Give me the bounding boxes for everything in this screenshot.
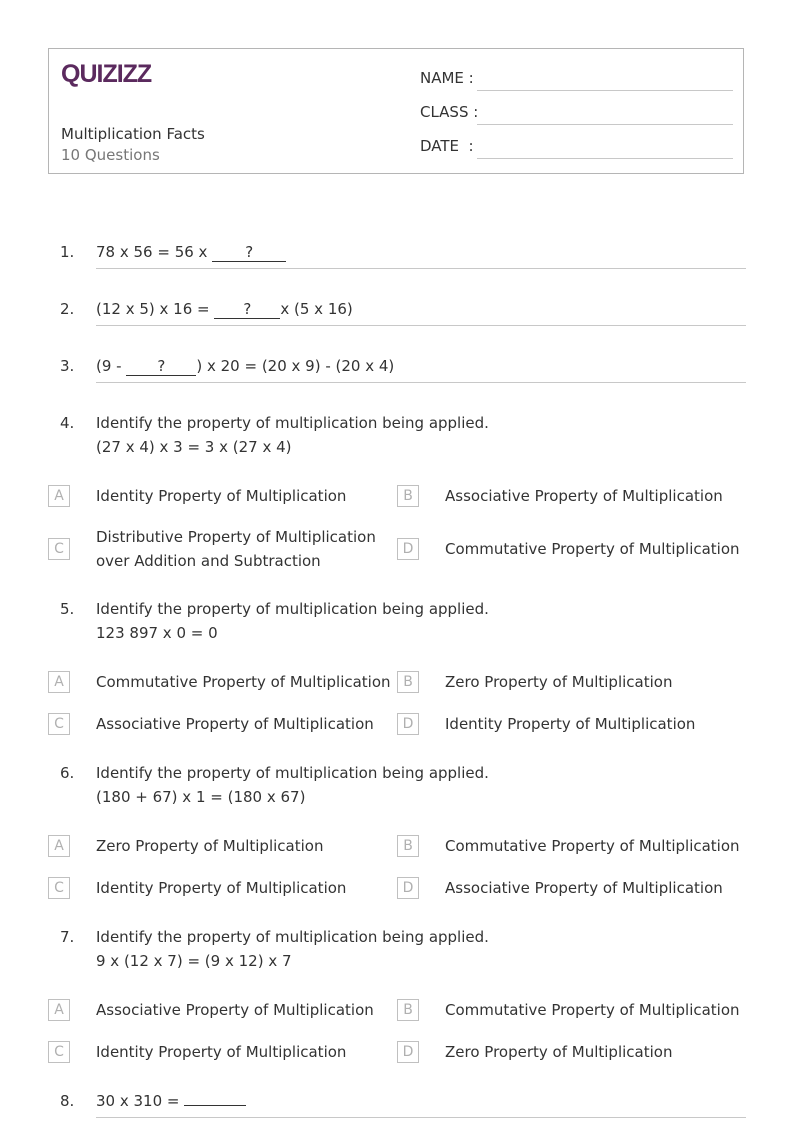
option-letter-box[interactable]: D — [397, 713, 419, 735]
question-text — [96, 761, 746, 809]
option-text: Associative Property of Multiplication — [96, 1001, 374, 1019]
question-prompt: Identify the property of multiplication being applied. — [96, 764, 489, 782]
option-text: Associative Property of Multiplication — [96, 715, 374, 733]
option-letter-box[interactable]: D — [397, 877, 419, 899]
date-label: DATE : — [420, 137, 474, 155]
question-text — [96, 925, 746, 973]
class-line[interactable] — [477, 124, 733, 125]
question-equation: (27 x 4) x 3 = 3 x (27 x 4) — [96, 438, 292, 456]
option-letter-box[interactable]: C — [48, 713, 70, 735]
question-equation: (180 + 67) x 1 = (180 x 67) — [96, 788, 306, 806]
question-text — [96, 1089, 746, 1113]
question-prompt: Identify the property of multiplication being applied. — [96, 928, 489, 946]
date-field[interactable] — [420, 137, 733, 159]
question-number: 7. — [60, 928, 75, 946]
option-letter-box[interactable]: D — [397, 538, 419, 560]
option-letter-box[interactable]: C — [48, 1041, 70, 1063]
question-post: ) x 20 = (20 x 9) - (20 x 4) — [196, 357, 395, 375]
question-post: x (5 x 16) — [280, 300, 353, 318]
option-text: Commutative Property of Multiplication — [445, 837, 740, 855]
worksheet-title: Multiplication Facts — [61, 125, 205, 143]
answer-blank[interactable]: ? — [212, 243, 286, 262]
option-letter-box[interactable]: C — [48, 877, 70, 899]
answer-blank[interactable]: ? — [126, 357, 196, 376]
option-letter-box[interactable]: A — [48, 671, 70, 693]
question-text — [96, 297, 746, 321]
question-prompt: Identify the property of multiplication being applied. — [96, 600, 489, 618]
option-text: Zero Property of Multiplication — [445, 673, 673, 691]
question-number: 2. — [60, 300, 75, 318]
option-letter-box[interactable]: A — [48, 999, 70, 1021]
option-text: Associative Property of Multiplication — [445, 487, 723, 505]
question-pre: (12 x 5) x 16 = — [96, 300, 215, 318]
date-line[interactable] — [477, 158, 733, 159]
option-text: Commutative Property of Multiplication — [96, 673, 391, 691]
option-text: Associative Property of Multiplication — [445, 879, 723, 897]
answer-line[interactable] — [96, 268, 746, 269]
question-number: 1. — [60, 243, 75, 261]
question-number: 6. — [60, 764, 75, 782]
question-text — [96, 597, 746, 645]
answer-line[interactable] — [96, 1117, 746, 1118]
option-letter-box[interactable]: C — [48, 538, 70, 560]
option-text: Identity Property of Multiplication — [96, 1043, 347, 1061]
option-letter-box[interactable]: B — [397, 485, 419, 507]
option-text: Commutative Property of Multiplication — [445, 1001, 740, 1019]
answer-blank[interactable] — [184, 1105, 246, 1106]
answer-line[interactable] — [96, 325, 746, 326]
question-prompt: Identify the property of multiplication being applied. — [96, 414, 489, 432]
option-text: Zero Property of Multiplication — [445, 1043, 673, 1061]
question-number: 8. — [60, 1092, 75, 1110]
question-count: 10 Questions — [61, 146, 160, 164]
question-text — [96, 354, 746, 378]
name-line[interactable] — [477, 90, 733, 91]
worksheet-header — [48, 48, 744, 174]
option-letter-box[interactable]: B — [397, 999, 419, 1021]
option-letter-box[interactable]: B — [397, 835, 419, 857]
question-number: 4. — [60, 414, 75, 432]
class-field[interactable] — [420, 103, 733, 125]
name-field[interactable] — [420, 69, 733, 91]
option-letter-box[interactable]: D — [397, 1041, 419, 1063]
question-equation: 123 897 x 0 = 0 — [96, 624, 218, 642]
option-text: Identity Property of Multiplication — [96, 879, 347, 897]
answer-blank[interactable]: ? — [214, 300, 280, 319]
answer-line[interactable] — [96, 382, 746, 383]
logo-text: QUIZIZZ — [61, 60, 152, 87]
question-text — [96, 240, 746, 264]
question-pre: 78 x 56 = 56 x — [96, 243, 213, 261]
question-text — [96, 411, 746, 459]
option-letter-box[interactable]: A — [48, 485, 70, 507]
quizizz-logo — [61, 59, 153, 91]
question-pre: (9 - — [96, 357, 127, 375]
option-letter-box[interactable]: B — [397, 671, 419, 693]
option-text: Commutative Property of Multiplication — [445, 540, 740, 558]
question-pre: 30 x 310 = — [96, 1092, 185, 1110]
question-number: 5. — [60, 600, 75, 618]
question-equation: 9 x (12 x 7) = (9 x 12) x 7 — [96, 952, 292, 970]
option-text: Identity Property of Multiplication — [445, 715, 696, 733]
option-letter-box[interactable]: A — [48, 835, 70, 857]
option-text: Zero Property of Multiplication — [96, 837, 324, 855]
option-text: Distributive Property of Multiplication over Addition and Subtraction — [96, 528, 376, 570]
question-number: 3. — [60, 357, 75, 375]
option-text: Identity Property of Multiplication — [96, 487, 347, 505]
name-label: NAME : — [420, 69, 474, 87]
class-label: CLASS : — [420, 103, 479, 121]
